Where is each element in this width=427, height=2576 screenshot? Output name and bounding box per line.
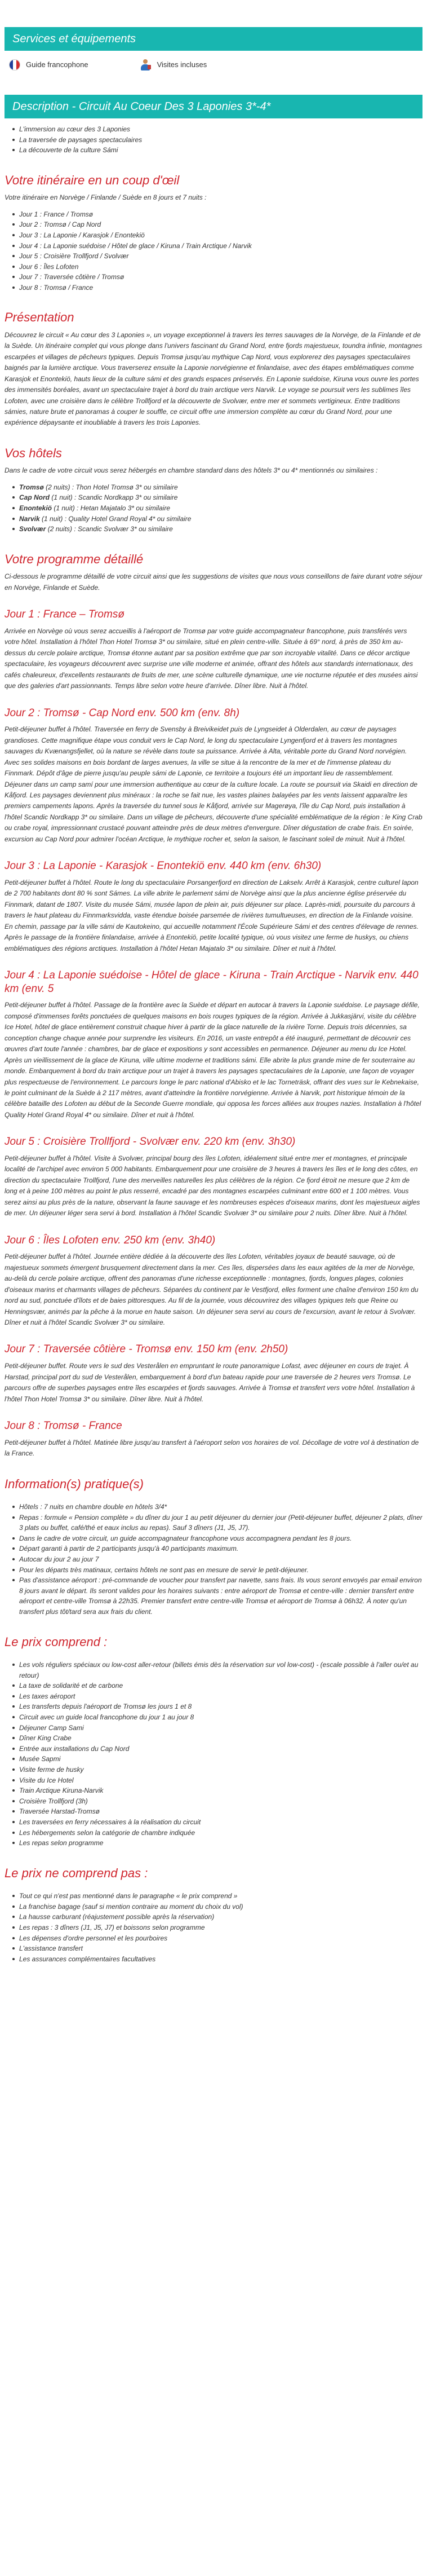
services-list <box>5 51 422 79</box>
price-includes-list <box>5 1654 422 1849</box>
services-title: Services et équipements <box>5 27 422 51</box>
itinerary-intro: Votre itinéraire en Norvège / Finlande / Suède en 8 jours et 7 nuits : <box>5 193 207 202</box>
price-includes-title: Le prix comprend : <box>5 1634 108 1649</box>
price-includes-item: Entrée aux installations du Cap Nord <box>12 1744 422 1754</box>
service-visits <box>139 59 207 71</box>
hotels-intro: Dans le cadre de votre circuit vous serez hébergés en chambre standard dans des hôtels 3* ou 4* mentionnés ou similaires : <box>5 466 378 475</box>
itinerary-day: Jour 8 : Tromsø / France <box>12 283 422 293</box>
itinerary-day: Jour 7 : Traversée côtière / Tromsø <box>12 272 422 283</box>
practical-item: Dans le cadre de votre circuit, un guide accompagnateur francophone vous accompagnera pendant les 8 jours. <box>12 1533 422 1544</box>
day-text: Petit-déjeuner buffet à l'hôtel. Visite à Svolvær, principal bourg des îles Lofoten, idéalement situé entre mer et montagnes, et principale localité de l'archipel avec environ 5 000 habitants. Embarquement pour une croisière de 3 heures à travers les îles et le long des côtes, en direction du spectaculaire Trollfjord, l'une des merveilles naturelles les plus célèbres de la région. Ce fjord étroit ne mesure que 2 km de long et à peine 100 mètres au point le plus resserré, encadré par des montagnes escarpées culminant entre 600 et 1 100 mètres. Vous serez ainsi au plus près de la nature, observant la faune sauvage et les nombreuses espèces d'oiseaux marins, dont les majestueux aigles de mer. Un déjeuner léger sera servi à bord. Installation à l'hôtel Scandic Svolvær 3* ou similaire pour 2 nuits. Dîner libre. Nuit à l'hôtel. <box>5 1154 420 1218</box>
hotel-place: Narvik <box>19 514 40 523</box>
practical-item: Repas : formule « Pension complète » du dîner du jour 1 au petit déjeuner du dernier jour (Petit-déjeuner buffet, déjeuner 2 plats, dîner 3 plats ou buffet, café/thé et eaux inclus au repas). Sauf 3 dîners (J1, J5, J7). <box>12 1512 422 1533</box>
price-excludes-item: Tout ce qui n'est pas mentionné dans le paragraphe « le prix comprend » <box>12 1891 422 1902</box>
practical-title: Information(s) pratique(s) <box>5 1476 144 1491</box>
day-title: Jour 7 : Traversée côtière - Tromsø env. 150 km (env. 2h50) <box>5 1343 288 1356</box>
price-includes-item: Visite ferme de husky <box>12 1765 422 1775</box>
price-includes-item: Les traversées en ferry nécessaires à la réalisation du circuit <box>12 1817 422 1828</box>
day-title: Jour 4 : La Laponie suédoise - Hôtel de glace - Kiruna - Train Arctique - Narvik env. 440 km (env. 5 <box>5 969 419 995</box>
french-flag-icon <box>9 59 20 70</box>
day-title: Jour 5 : Croisière Trollfjord - Svolvær env. 220 km (env. 3h30) <box>5 1136 296 1148</box>
day-text: Petit-déjeuner buffet à l'hôtel. Journée entière dédiée à la découverte des îles Lofoten, véritables joyaux de beauté sauvage, où de majestueux sommets émergent brusquement directement dans la mer. Ces îles, dispersées dans les eaux agitées de la mer de Norvège, au-delà du cercle polaire arctique, offrent des panoramas d'une richesse exceptionnelle : montagnes, fjords, longues plages, colonies d'oiseaux marins et charmants villages de pêcheurs. Séparées du continent par le Vestfjord, elles forment une chaîne d'environ 150 km du nord au sud, ponctuée d'îlots et de baies pittoresques. Au fil de la journée, vous découvrirez des villages typiques tels que Reine ou Henningsvær, animés par la pêche à la morue en haute saison. Un déjeuner sera servi au cours de l'excursion, avant le retour à Svolvær. Dîner et nuit à l'hôtel Scandic Svolvær 3* ou similaire. <box>5 1252 419 1326</box>
description-title: Description - Circuit Au Coeur Des 3 Laponies 3*-4* <box>5 95 422 118</box>
hotel-item <box>12 514 422 524</box>
program-title: Votre programme détaillé <box>5 552 144 566</box>
hotel-item <box>12 503 422 514</box>
day-text: Petit-déjeuner buffet à l'hôtel. Route le long du spectaculaire Porsangerfjord en direction de Lakselv. Arrêt à Karasjok, centre culturel lapon de 2 700 habitants dont 80 % sont Sámes. La ville abrite le parlement sámi de Norvège ainsi que la plus ancienne église préservée du Finnmark, datant de 1807. Visite du musée Sámi, musée lapon de plein air, puis déjeuner sur place. Laprès-midi, poursuite du parcours à travers le haut plateau du Finnmarksvidda, vaste étendue boisée parsemée de rivières tumultueuses, en direction de la Finlande voisine. En chemin, passage par la ville sámi de Kautokeino, qui accueille notamment l'École Supérieure Sámi et des centres d'élevage de rennes. Après le passage de la frontière finlandaise, arrivée à Enontekiö, petite localité typique, où vous visitez une ferme de huskys, ou chiens emblématiques des régions arctiques. Installation à l'hôtel Hetan Majatalo 3* ou similaire. Dîner et nuit à l'hôtel. <box>5 878 419 952</box>
price-includes-item: La taxe de solidarité et de carbone <box>12 1680 422 1691</box>
day-text: Petit-déjeuner buffet. Route vers le sud des Vesterålen en empruntant le route panoramique Lofast, avec déjeuner en cours de trajet. À Harstad, principal port du sud de Vesterålen, embarquement à bord d'un bateau rapide pour une traversée de 2 heures vers Tromsø. Le parcours offre de superbes paysages entre îles escarpées et fjords sauvages. Arrivée à Tromsø et transfert vers votre hôtel. Installation à l'hôtel Thon Hotel Tromsø 3* ou similaire. Dîner libre. Nuit à l'hôtel. <box>5 1362 415 1403</box>
price-excludes-list <box>5 1885 422 1964</box>
day-text: Petit-déjeuner buffet à l'hôtel. Passage de la frontière avec la Suède et départ en autocar à travers la Laponie suédoise. Le paysage défile, composé d'immenses forêts ponctuées de quelques maisons en bois rouges typiques de la région. Arrivée à Jukkasjärvi, visite du célèbre Ice Hotel, hôtel de glace entièrement construit chaque hiver à partir de la glace naturelle de la rivière Torne. Depuis trois décennies, sa conception change chaque année pour surprendre les visiteurs. En 2016, un vaste entrepôt a été inauguré, permettant de découvrir ces œuvres d'art toute l'année : chambres, bar de glace et expositions y sont accessibles en permanence. Déjeuner au menu du Ice Hotel. Après un vieillissement de la glace de Kiruna, ville ultime moderne et traditions sámi. Elle abrite la plus grande mine de fer souterraine au monde. Embarquement à bord du train arctique pour un trajet à travers les paysages spectaculaires de la Laponie, une façon de voyager plus respectueuse de l'environnement. Le parcours longe le parc national d'Abisko et le lac Torneträsk, offrant des vues sur le Kebnekaise, le point culminant de la Suède à 2 117 mètres, avant d'atteindre la frontière norvégienne. Arrivée à Narvik, port historique témoin de la célèbre bataille des Lofoten au début de la Seconde Guerre mondiale, qui opposa les forces alliées aux troupes nazies. Installation à l'hôtel Quality Hotel Grand Royal 4* ou similaire. Dîner et nuit à l'hôtel. <box>5 1001 421 1119</box>
itinerary-title: Votre itinéraire en un coup d'œil <box>5 173 180 187</box>
practical-item: Départ garanti à partir de 2 participants jusqu'à 40 participants maximum. <box>12 1543 422 1554</box>
highlights-list <box>5 118 422 156</box>
day-text: Arrivée en Norvège où vous serez accueillis à l'aéroport de Tromsø par votre guide accompagnateur francophone, puis transférés vers votre hôtel. Installation à l'hôtel Thon Hotel Tromsø 3* ou similaire, situé en plein centre-ville. Située à 69° nord, à près de 350 km au-dessus du cercle polaire arctique, Tromsø étonne autant par sa position extrême que par son incroyable vitalité. Dans ce décor arctique spectaculaire, les voyageurs découvrent avec surprise une ville moderne et animée, offrant des hôtels aux standards internationaux, des cafés chaleureux, d'excellents restaurants de fruits de mer, une scène culturelle dynamique, une vie nocturne réputée et des musées ainsi que des galeries d'art passionnants. Temps libre selon votre heure d'arrivée. Dîner libre. Nuit à l'hôtel. <box>5 627 418 690</box>
price-includes-item: Croisière Trollfjord (3h) <box>12 1796 422 1807</box>
price-includes-item: Train Arctique Kiruna-Narvik <box>12 1785 422 1796</box>
itinerary-day: Jour 1 : France / Tromsø <box>12 209 422 220</box>
hotel-detail: (2 nuits) : Thon Hotel Tromsø 3* ou similaire <box>43 483 178 491</box>
hotel-item <box>12 492 422 503</box>
day-title: Jour 3 : La Laponie - Karasjok - Enontekiö env. 440 km (env. 6h30) <box>5 860 322 872</box>
service-guide-label: Guide francophone <box>26 60 88 69</box>
hotel-place: Tromsø <box>19 483 44 491</box>
price-excludes-item: Les dépenses d'ordre personnel et les pourboires <box>12 1933 422 1944</box>
hotel-place: Enontekiö <box>19 504 52 513</box>
price-includes-item: Dîner King Crabe <box>12 1733 422 1744</box>
hotel-place: Cap Nord <box>19 493 50 502</box>
itinerary-day: Jour 2 : Tromsø / Cap Nord <box>12 219 422 230</box>
price-excludes-item: La franchise bagage (sauf si mention contraire au moment du choix du vol) <box>12 1902 422 1912</box>
price-includes-item: Musée Sapmi <box>12 1754 422 1765</box>
price-includes-item: Les transferts depuis l'aéroport de Tromsø les jours 1 et 8 <box>12 1701 422 1712</box>
price-includes-item: Les taxes aéroport <box>12 1691 422 1702</box>
hotel-detail: (1 nuit) : Quality Hotel Grand Royal 4* ou similaire <box>39 514 192 523</box>
price-includes-item: Les vols réguliers spéciaux ou low-cost aller-retour (billets émis dès la réservation sur vol low-cost) - (escale possible à l'aller ou/et au retour) <box>12 1660 422 1680</box>
presentation-title: Présentation <box>5 310 74 325</box>
highlight-item: La découverte de la culture Sámi <box>12 145 422 156</box>
day-text: Petit-déjeuner buffet à l'hôtel. Matinée libre jusqu'au transfert à l'aéroport selon vos horaires de vol. Décollage de votre vol à destination de la France. <box>5 1438 419 1458</box>
presentation-text: Découvrez le circuit « Au cœur des 3 Laponies », un voyage exceptionnel à travers les terres sauvages de la Norvège, de la Finlande et de la Suède. Un itinéraire complet qui vous plonge dans l'univers fascinant du Grand Nord, entre fjords majestueux, toundra infinie, montagnes escarpées et villages de pêcheurs typiques. Depuis Tromsø jusqu'au mythique Cap Nord, vous explorerez des paysages spectaculaires baignés par la lumière arctique. Vous traverserez ensuite la Laponie norvégienne et finlandaise, avec des étapes emblématiques comme Karasjok et Enontekiö, hauts lieux de la culture sámi et des grands espaces préservés. En Laponie suédoise, Kiruna vous ouvre les portes des immensités boréales, avant un spectaculaire trajet à bord du train arctique vers Narvik. Le voyage se poursuit vers les sublimes îles Lofoten, avec une croisière dans le célèbre Trollfjord et la découverte de Svolvær, entre mer et sommets vertigineux. Entre traditions sámies, nature brute et panoramas à couper le souffle, ce circuit offre une immersion complète au cœur du Grand Nord, pour une expérience dépaysante et inoubliable à travers les trois Laponies. <box>5 330 422 427</box>
price-excludes-title: Le prix ne comprend pas : <box>5 1865 148 1880</box>
service-guide <box>9 59 88 71</box>
practical-item: Pour les départs très matinaux, certains hôtels ne sont pas en mesure de servir le petit-déjeuner. <box>12 1565 422 1576</box>
hotel-detail: (2 nuits) : Scandic Svolvær 3* ou similaire <box>46 525 173 533</box>
itinerary-day: Jour 5 : Croisière Trollfjord / Svolvær <box>12 251 422 262</box>
hotels-list <box>5 477 422 535</box>
highlight-item: La traversée de paysages spectaculaires <box>12 135 422 145</box>
hotel-detail: (1 nuit) : Hetan Majatalo 3* ou similaire <box>52 504 171 513</box>
hotel-item <box>12 524 422 535</box>
itinerary-day: Jour 6 : Îles Lofoten <box>12 262 422 272</box>
day-title: Jour 8 : Tromsø - France <box>5 1419 122 1432</box>
hotel-item <box>12 482 422 493</box>
day-text: Petit-déjeuner buffet à l'hôtel. Traversée en ferry de Svensby à Breivikeidet puis de Lyngseidet à Olderdalen, au cœur de paysages grandioses. Cette magnifique étape vous conduit vers le Cap Nord, le long du spectaculaire Lyngenfjord et à travers les montagnes sauvages du Kvænangsfjellet, où la nature se révèle dans toute sa puissance. Arrivée à Alta, véritable porte du Grand Nord norvégien. Avec ses solides maisons en bois bordant de larges avenues, la ville se situe à la rencontre de la mer et de l'immense plateau du Finnmark. Dépôt d'âge de pierre jusqu'au peuple sámi de Laponie, ce territoire a toujours été un important lieu de rassemblement. Déjeuner dans un camp samí pour une immersion authentique au cœur de la culture locale. La route se poursuit via Skaidi en direction de Kåfjord. Les paysages deviennent plus minéraux : la roche se fait nue, les vastes plaines balayées par les vents laissent apparaître les premiers campements lapons. Après la traversée du tunnel sous le Kåfjord, arrivée sur Magerøya, l'île du Cap Nord, puis installation à l'hôtel Scandic Nordkapp 3* ou similaire. Dans un village de pêcheurs, découverte d'une spécialité emblématique de la région : le King Crab ou crabe royal, impressionnant crustacé pouvant atteindre près de deux mètres d'envergure. Dîner dégustation de crabe frais. En soirée, excursion au Cap Nord pour admirer l'océan Arctique, le mythique rocher et, selon la saison, le fascinant soleil de minuit. Nuit à l'hôtel. <box>5 725 422 843</box>
hotels-title: Vos hôtels <box>5 445 62 460</box>
highlight-item: L'immersion au cœur des 3 Laponies <box>12 124 422 135</box>
price-includes-item: Circuit avec un guide local francophone du jour 1 au jour 8 <box>12 1712 422 1723</box>
day-title: Jour 6 : Îles Lofoten env. 250 km (env. 3h40) <box>5 1234 216 1246</box>
hotel-place: Svolvær <box>19 525 46 533</box>
price-includes-item: Les repas selon programme <box>12 1838 422 1849</box>
day-title: Jour 1 : France – Tromsø <box>5 608 124 621</box>
service-visits-label: Visites incluses <box>157 60 207 69</box>
price-includes-item: Traversée Harstad-Tromsø <box>12 1806 422 1817</box>
price-excludes-item: L'assistance transfert <box>12 1943 422 1954</box>
price-includes-item: Visite du Ice Hotel <box>12 1775 422 1786</box>
practical-item: Autocar du jour 2 au jour 7 <box>12 1554 422 1565</box>
price-excludes-item: Les assurances complémentaires facultatives <box>12 1954 422 1965</box>
practical-item: Hôtels : 7 nuits en chambre double en hôtels 3/4* <box>12 1502 422 1512</box>
program-intro: Ci-dessous le programme détaillé de votre circuit ainsi que les suggestions de visites que nous vous conseillons de faire durant votre séjour en Norvège, Finlande et Suède. <box>5 572 422 592</box>
itinerary-list <box>5 204 422 293</box>
tourist-icon <box>139 59 152 71</box>
hotel-detail: (1 nuit) : Scandic Nordkapp 3* ou similaire <box>50 493 178 502</box>
practical-list <box>5 1496 422 1617</box>
itinerary-day: Jour 4 : La Laponie suédoise / Hôtel de glace / Kiruna / Train Arctique / Narvik <box>12 241 422 252</box>
itinerary-day: Jour 3 : La Laponie / Karasjok / Enontekiö <box>12 230 422 241</box>
price-excludes-item: La hausse carburant (réajustement possible après la réservation) <box>12 1912 422 1922</box>
price-excludes-item: Les repas : 3 dîners (J1, J5, J7) et boissons selon programme <box>12 1922 422 1933</box>
day-title: Jour 2 : Tromsø - Cap Nord env. 500 km (env. 8h) <box>5 707 240 719</box>
price-includes-item: Les hébergements selon la catégorie de chambre indiquée <box>12 1828 422 1838</box>
price-includes-item: Déjeuner Camp Sami <box>12 1723 422 1733</box>
practical-item: Pas d'assistance aéroport : pré-commande de voucher pour transfert par navette, sans frais. Ils vous seront envoyés par email environ 8 jours avant le départ. Ils seront valides pour les horaires suivants : entre aéroport de Tromsø et centre-ville : dernier transfert entre aéroport et centre-ville Tromsø à 22h35. Premier transfert entre centre-ville Tromsø et aéroport de Tromsø à 06h32. À noter qu'un transfert plus tôt/tard sera aux frais du client. <box>12 1575 422 1617</box>
